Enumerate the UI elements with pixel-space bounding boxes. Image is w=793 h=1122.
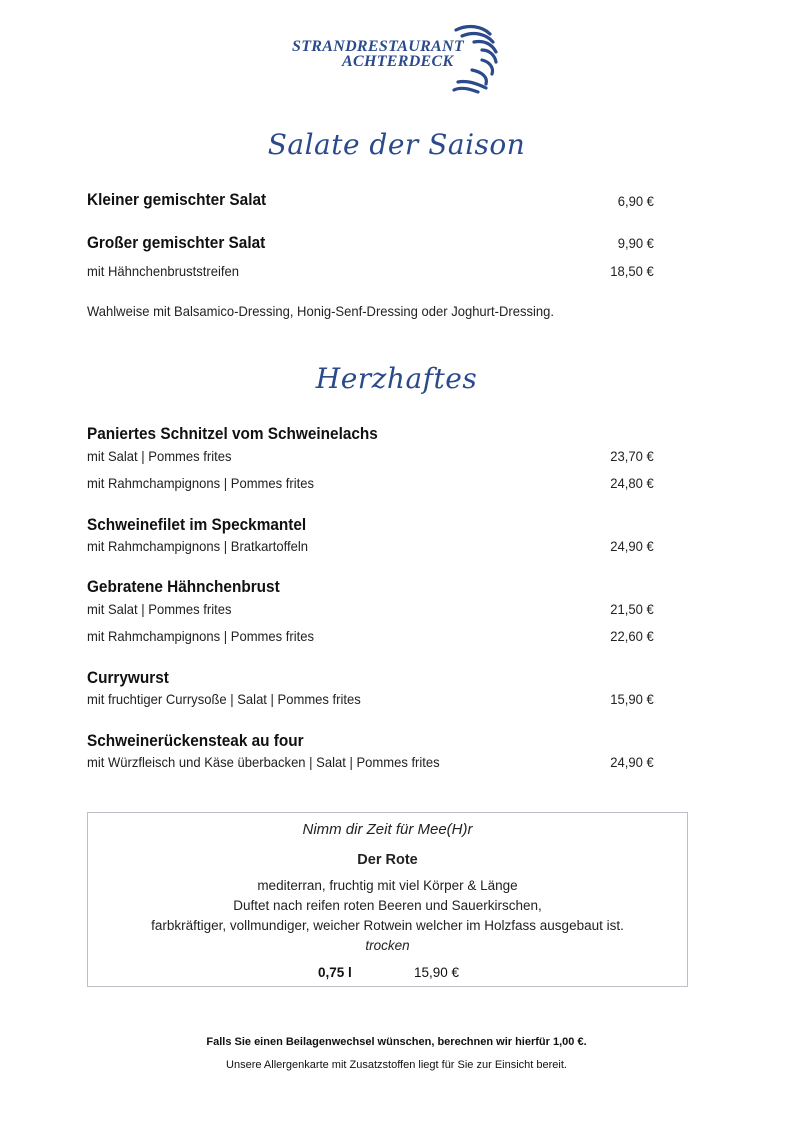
logo-line-1: STRANDRESTAURANT bbox=[292, 38, 464, 55]
dish-price: 15,90 € bbox=[610, 691, 654, 707]
dish-option: mit fruchtiger Currysoße | Salat | Pommes frites bbox=[87, 691, 361, 707]
dressing-note: Wahlweise mit Balsamico-Dressing, Honig-Senf-Dressing oder Joghurt-Dressing. bbox=[87, 303, 554, 319]
wine-description-2: Duftet nach reifen roten Beeren und Sauerkirschen, bbox=[233, 898, 542, 913]
dish-price: 24,80 € bbox=[610, 475, 654, 491]
dish-option: mit Rahmchampignons | Pommes frites bbox=[87, 628, 314, 644]
dish-option: mit Rahmchampignons | Pommes frites bbox=[87, 475, 314, 491]
dish-option: mit Würzfleisch und Käse überbacken | Salat | Pommes frites bbox=[87, 754, 440, 770]
dish-price: 9,90 € bbox=[617, 235, 654, 251]
dish-price: 24,90 € bbox=[610, 754, 654, 770]
dish-name: Paniertes Schnitzel vom Schweinelachs bbox=[87, 425, 378, 443]
wine-name: Der Rote bbox=[357, 852, 418, 868]
dish-price: 6,90 € bbox=[617, 193, 654, 209]
dish-price: 21,50 € bbox=[610, 601, 654, 617]
dish-name: Currywurst bbox=[87, 669, 169, 687]
dish-name: Gebratene Hähnchenbrust bbox=[87, 578, 280, 596]
wine-headline: Nimm dir Zeit für Mee(H)r bbox=[302, 821, 473, 838]
dish-name: Schweinefilet im Speckmantel bbox=[87, 516, 307, 534]
wine-price: 15,90 € bbox=[414, 965, 460, 980]
logo-line-2: ACHTERDECK bbox=[342, 53, 454, 70]
wine-description-3: farbkräftiger, vollmundiger, weicher Rotwein welcher im Holzfass ausgebaut ist. bbox=[151, 918, 624, 933]
wine-description-1: mediterran, fruchtig mit viel Körper & Länge bbox=[257, 878, 518, 893]
dish-option: mit Salat | Pommes frites bbox=[87, 448, 232, 464]
dish-option: mit Rahmchampignons | Bratkartoffeln bbox=[87, 538, 308, 554]
restaurant-logo bbox=[292, 22, 504, 94]
dish-price: 24,90 € bbox=[610, 538, 654, 554]
footer-side-change-note: Falls Sie einen Beilagenwechsel wünschen, berechnen wir hierfür 1,00 €. bbox=[206, 1036, 587, 1048]
wine-volume: 0,75 l bbox=[318, 965, 352, 980]
footer-allergen-note: Unsere Allergenkarte mit Zusatzstoffen liegt für Sie zur Einsicht bereit. bbox=[226, 1059, 567, 1071]
dish-name: Kleiner gemischter Salat bbox=[87, 191, 267, 209]
section-title-herzhaftes: Herzhaftes bbox=[315, 362, 478, 395]
dish-name: Großer gemischter Salat bbox=[87, 234, 266, 252]
section-title-salate: Salate der Saison bbox=[267, 128, 526, 161]
dish-price: 23,70 € bbox=[610, 448, 654, 464]
dish-name: Schweinerückensteak au four bbox=[87, 732, 304, 750]
dish-option: mit Hähnchenbruststreifen bbox=[87, 263, 239, 279]
waves-icon bbox=[452, 22, 500, 94]
wine-style: trocken bbox=[365, 938, 410, 953]
dish-option: mit Salat | Pommes frites bbox=[87, 601, 232, 617]
dish-price: 22,60 € bbox=[610, 628, 654, 644]
wine-recommendation-box bbox=[87, 812, 688, 987]
dish-price: 18,50 € bbox=[610, 263, 654, 279]
